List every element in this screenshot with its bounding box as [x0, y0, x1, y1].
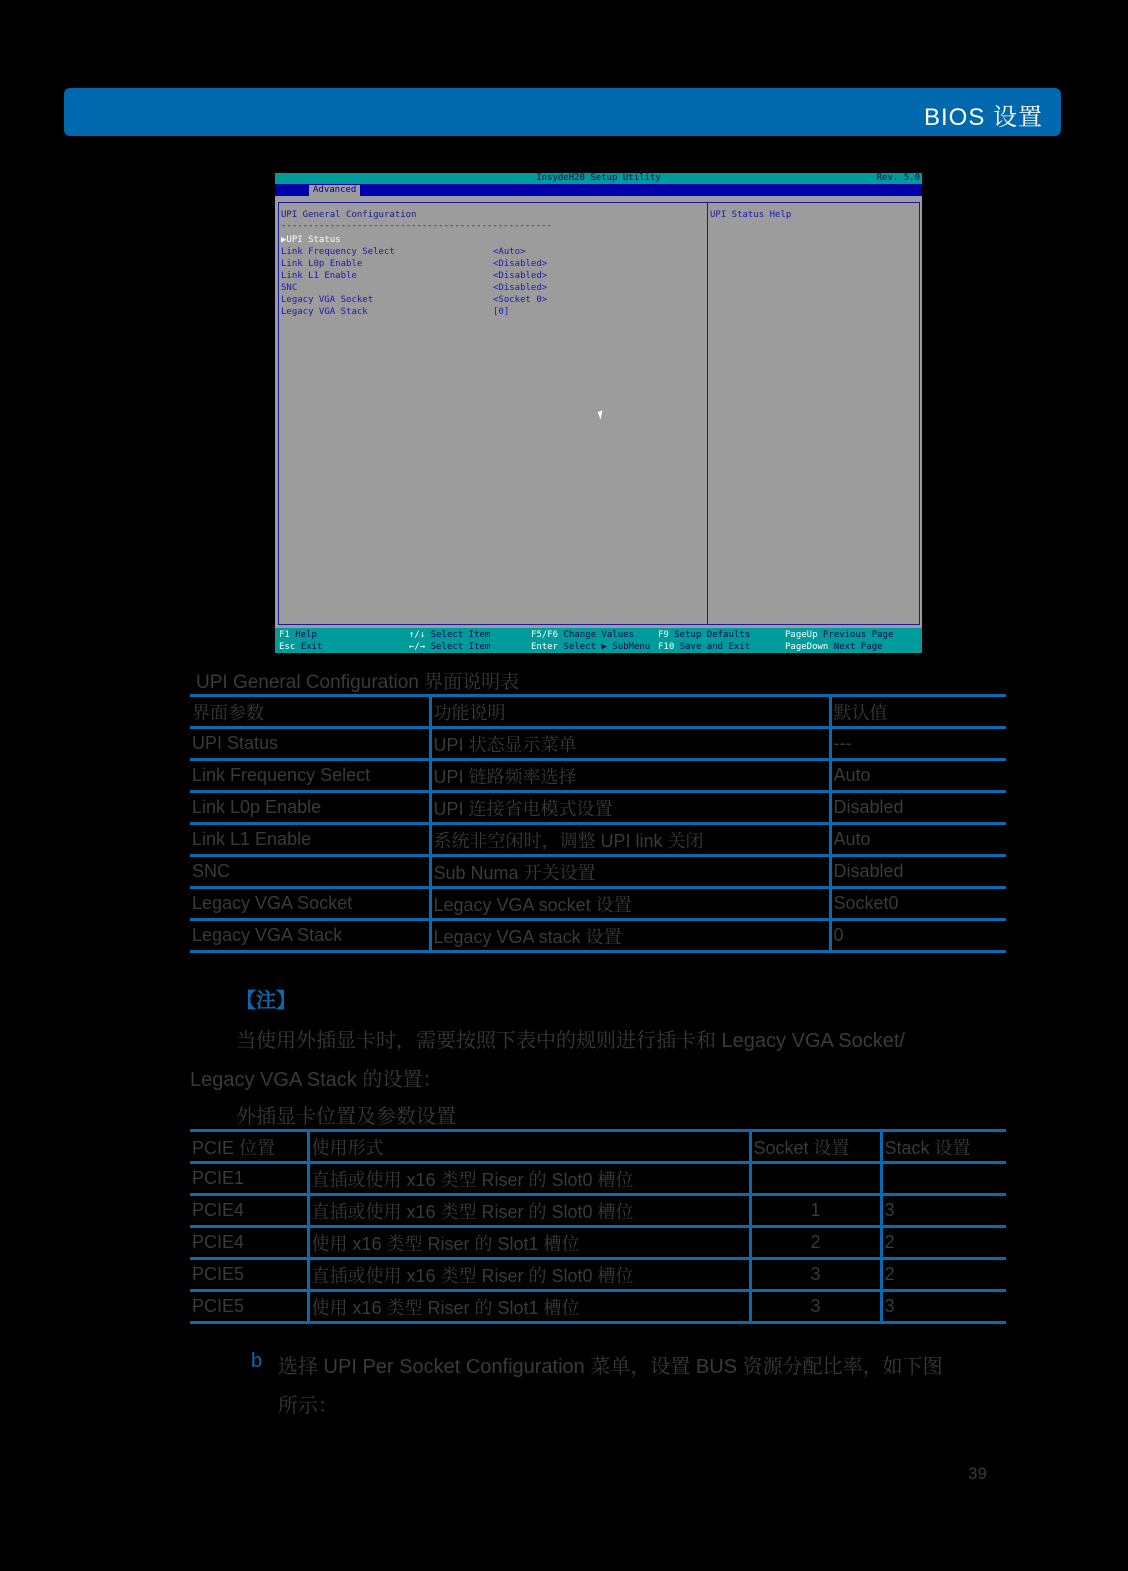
bios-item-label: Legacy VGA Stack: [281, 307, 368, 317]
table-row: [190, 1227, 1006, 1259]
key-f10-save-exit: F10 Save and Exit: [658, 642, 751, 652]
bios-item-snc[interactable]: [281, 282, 701, 294]
bios-item-link-l1-enable[interactable]: [281, 270, 701, 282]
table-header-cell: 使用形式: [308, 1131, 750, 1163]
table-cell: Sub Numa 开关设置: [430, 856, 830, 888]
table-row: [190, 856, 1006, 888]
table2-subtitle: 外插显卡位置及参数设置: [236, 1106, 456, 1128]
bios-help-text: UPI Status Help: [710, 210, 792, 220]
table-cell: 使用 x16 类型 Riser 的 Slot1 槽位: [308, 1227, 750, 1259]
table-cell: PCIE1: [190, 1163, 308, 1195]
table-row: [190, 760, 1006, 792]
table-row: [190, 920, 1006, 952]
table-cell: 3: [881, 1291, 1006, 1323]
table-cell: Disabled: [830, 792, 1006, 824]
key-esc-exit: Esc Exit: [279, 642, 323, 652]
table-row: [190, 1163, 1006, 1195]
bios-item-label: Link L0p Enable: [281, 259, 363, 269]
table-row: [190, 1291, 1006, 1323]
table-cell: Link L1 Enable: [190, 824, 430, 856]
bios-utility-title: InsydeH20 Setup Utility: [536, 173, 661, 183]
table-cell: SNC: [190, 856, 430, 888]
table-cell: Socket0: [830, 888, 1006, 920]
table-cell: PCIE4: [190, 1227, 308, 1259]
chapter-header-bar: [64, 88, 1061, 136]
bios-item-value: <Auto>: [493, 247, 526, 257]
table-cell: Legacy VGA Stack: [190, 920, 430, 952]
table-cell: PCIE5: [190, 1259, 308, 1291]
table-cell: 3: [881, 1195, 1006, 1227]
step-marker: b: [251, 1350, 263, 1372]
table-cell: 直插或使用 x16 类型 Riser 的 Slot0 槽位: [308, 1195, 750, 1227]
table-cell: Legacy VGA socket 设置: [430, 888, 830, 920]
table-cell: Legacy VGA Socket: [190, 888, 430, 920]
table-cell: PCIE5: [190, 1291, 308, 1323]
bios-item-label: Link Frequency Select: [281, 247, 395, 257]
page-number: 39: [968, 1464, 987, 1483]
table-header-row: [190, 1131, 1006, 1163]
bios-item-legacy-vga-stack[interactable]: [281, 306, 701, 318]
table-header-cell: Stack 设置: [881, 1131, 1006, 1163]
bios-key-legend: [275, 628, 922, 653]
table-cell: Disabled: [830, 856, 1006, 888]
bios-revision: Rev. 5.0: [876, 173, 920, 183]
table-header-cell: 功能说明: [430, 696, 830, 728]
step-b-line-1: 选择 UPI Per Socket Configuration 菜单，设置 BUS 资源分配比率，如下图: [278, 1356, 943, 1378]
table-cell: UPI 连接省电模式设置: [430, 792, 830, 824]
step-b-line-2: 所示：: [278, 1395, 338, 1417]
key-leftright-select: ←/→ Select Item: [409, 642, 491, 652]
table-row: [190, 1259, 1006, 1291]
key-enter-select: Enter Select ▶ SubMenu: [531, 642, 651, 652]
table-cell: 0: [830, 920, 1006, 952]
bios-item-label: Link L1 Enable: [281, 271, 357, 281]
note-line-1: 当使用外插显卡时，需要按照下表中的规则进行插卡和 Legacy VGA Socket/: [236, 1030, 905, 1052]
table-cell: 2: [750, 1227, 881, 1259]
table-cell: 1: [750, 1195, 881, 1227]
bios-title-bar: [275, 173, 922, 184]
bios-item-label: ▶UPI Status: [281, 235, 341, 245]
bios-item-link-l0p-enable[interactable]: [281, 258, 701, 270]
note-line-2: Legacy VGA Stack 的设置：: [190, 1069, 443, 1091]
bios-item-value: <Disabled>: [493, 259, 548, 269]
table-row: [190, 1195, 1006, 1227]
table-cell: ---: [830, 728, 1006, 760]
table-header-row: [190, 696, 1006, 728]
table1-caption: UPI General Configuration 界面说明表: [196, 672, 520, 693]
table-header-cell: PCIE 位置: [190, 1131, 308, 1163]
note-title: 【注】: [236, 990, 296, 1012]
bios-item-value: [0]: [493, 307, 510, 317]
table-cell: UPI Status: [190, 728, 430, 760]
key-f5f6-change: F5/F6 Change Values: [531, 630, 634, 640]
table-cell: 直插或使用 x16 类型 Riser 的 Slot0 槽位: [308, 1259, 750, 1291]
pcie-vga-table: [190, 1129, 1006, 1324]
chapter-title: BIOS 设置: [923, 104, 1043, 131]
table-cell: [881, 1163, 1006, 1195]
bios-item-label: SNC: [281, 283, 298, 293]
key-f9-defaults: F9 Setup Defaults: [658, 630, 751, 640]
table-header-cell: Socket 设置: [750, 1131, 881, 1163]
key-updown-select: ↑/↓ Select Item: [409, 630, 491, 640]
upi-config-table: [190, 694, 1006, 953]
table-cell: Link L0p Enable: [190, 792, 430, 824]
table-cell: UPI 链路频率选择: [430, 760, 830, 792]
table-cell: Legacy VGA stack 设置: [430, 920, 830, 952]
table-header-cell: 界面参数: [190, 696, 430, 728]
table-row: [190, 824, 1006, 856]
tab-advanced[interactable]: Advanced: [309, 185, 360, 196]
table-row: [190, 728, 1006, 760]
bios-item-label: Legacy VGA Socket: [281, 295, 374, 305]
bios-item-link-frequency-select[interactable]: [281, 246, 701, 258]
key-pagedown: PageDown Next Page: [785, 642, 883, 652]
table-row: [190, 888, 1006, 920]
table-cell: 使用 x16 类型 Riser 的 Slot1 槽位: [308, 1291, 750, 1323]
table-cell: 3: [750, 1259, 881, 1291]
bios-help-panel: [707, 202, 920, 625]
table-cell: UPI 状态显示菜单: [430, 728, 830, 760]
bios-item-legacy-vga-socket[interactable]: [281, 294, 701, 306]
table-cell: Link Frequency Select: [190, 760, 430, 792]
table-cell: 2: [881, 1227, 1006, 1259]
table-cell: [750, 1163, 881, 1195]
bios-item-value: <Socket 0>: [493, 295, 548, 305]
bios-menu-bar: [275, 184, 922, 196]
bios-section-title: UPI General Configuration: [281, 210, 417, 220]
table-cell: 3: [750, 1291, 881, 1323]
table-row: [190, 792, 1006, 824]
bios-screenshot: [275, 173, 922, 653]
table-cell: 2: [881, 1259, 1006, 1291]
bios-divider: --------------------------------------------------: [281, 221, 552, 231]
bios-item-value: <Disabled>: [493, 283, 548, 293]
key-pageup: PageUp Previous Page: [785, 630, 894, 640]
bios-item-value: <Disabled>: [493, 271, 548, 281]
table-cell: PCIE4: [190, 1195, 308, 1227]
bios-main-panel: [278, 202, 708, 625]
key-f1-help: F1 Help: [279, 630, 317, 640]
table-cell: Auto: [830, 760, 1006, 792]
bios-item-upi-status[interactable]: [281, 234, 701, 246]
table-cell: 直插或使用 x16 类型 Riser 的 Slot0 槽位: [308, 1163, 750, 1195]
table-cell: Auto: [830, 824, 1006, 856]
table-cell: 系统非空闲时，调整 UPI link 关闭: [430, 824, 830, 856]
table-header-cell: 默认值: [830, 696, 1006, 728]
